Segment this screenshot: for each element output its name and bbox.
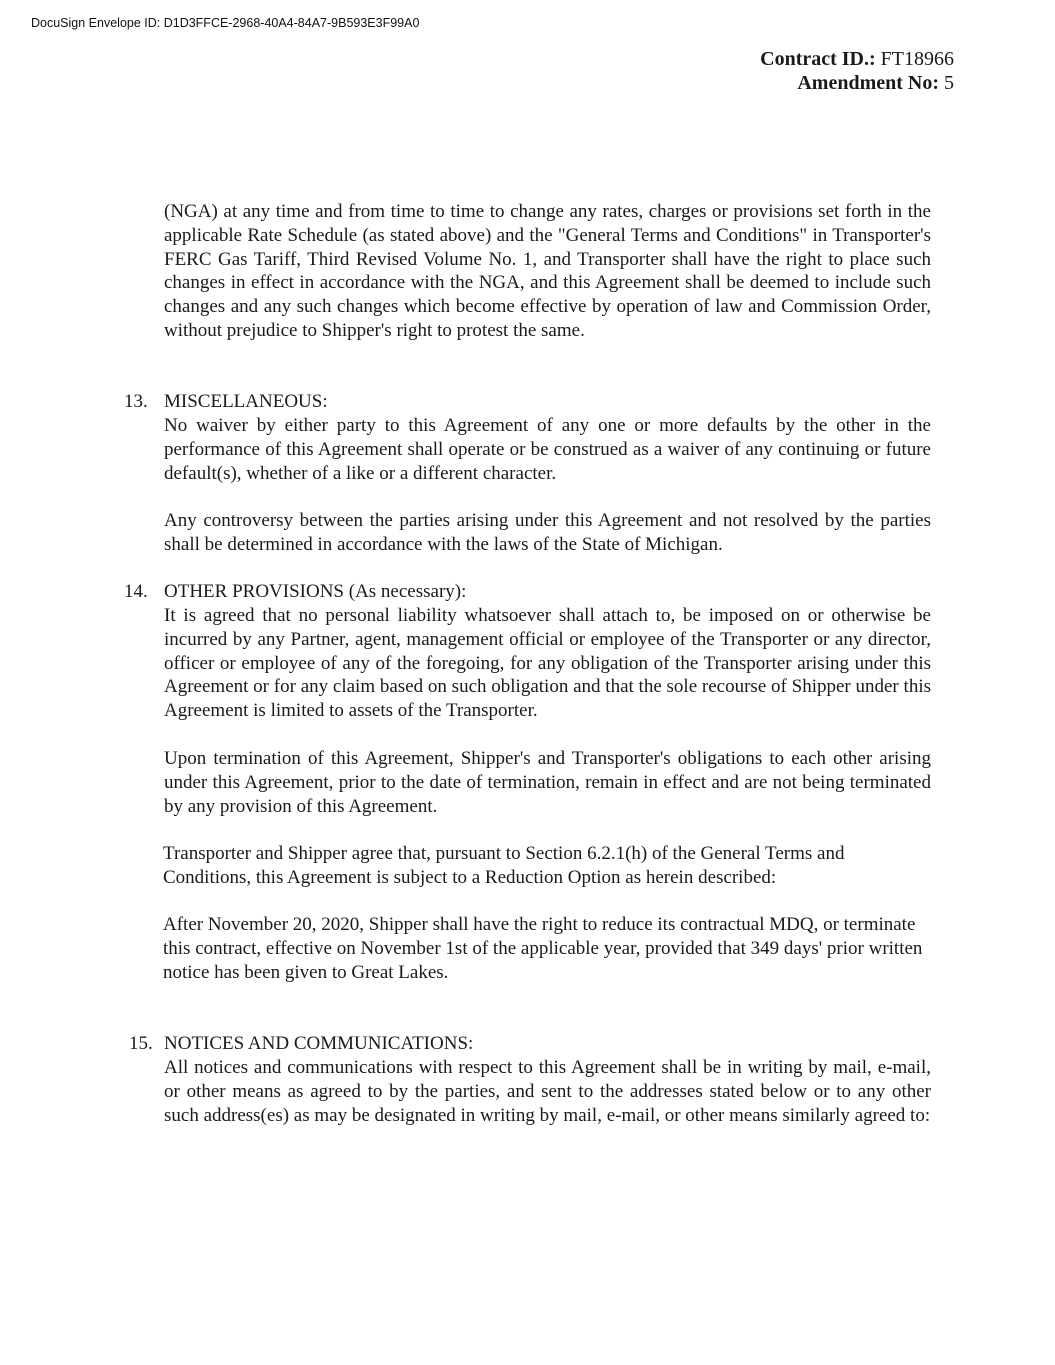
section-14-paragraph-2: Upon termination of this Agreement, Shipper's and Transporter's obligations to each other arising under this Agreement, prior to the date of termination, remain in effect and are not being terminated by any provision of this Agreement. (164, 748, 931, 817)
section-14-title: OTHER PROVISIONS (As necessary): (164, 581, 467, 602)
section-15-title: NOTICES AND COMMUNICATIONS: (164, 1033, 474, 1054)
amendment-label: Amendment No: (797, 72, 939, 94)
contract-id-label: Contract ID.: (760, 48, 876, 70)
section-15-number: 15. (129, 1033, 153, 1054)
contract-header (760, 47, 954, 95)
contract-id-line (760, 47, 954, 71)
section-13-title: MISCELLANEOUS: (164, 391, 328, 412)
section-13-number: 13. (124, 391, 148, 412)
section-13-paragraph-1: No waiver by either party to this Agreement of any one or more defaults by the other in the performance of this Agreement shall operate or be construed as a waiver of any continuing or future default(s), whether of a like or a different character. (164, 415, 931, 484)
section-14-paragraph-4: After November 20, 2020, Shipper shall have the right to reduce its contractual MDQ, or terminate this contract, effective on November 1st of the applicable year, provided that 349 days' prior written notice has been given to Great Lakes. (163, 914, 923, 983)
continuation-paragraph: (NGA) at any time and from time to time to change any rates, charges or provisions set forth in the applicable Rate Schedule (as stated above) and the "General Terms and Conditions" in Transporter's FERC Gas Tariff, Third Revised Volume No. 1, and Transporter shall have the right to place such changes in effect in accordance with the NGA, and this Agreement shall be deemed to include such changes and any such changes which become effective by operation of law and Commission Order, without prejudice to Shipper's right to protest the same. (164, 201, 931, 341)
section-14-paragraph-3: Transporter and Shipper agree that, pursuant to Section 6.2.1(h) of the General Terms and Conditions, this Agreement is subject to a Reduction Option as herein described: (163, 843, 845, 888)
section-13-paragraph-2: Any controversy between the parties arising under this Agreement and not resolved by the parties shall be determined in accordance with the laws of the State of Michigan. (164, 510, 931, 555)
amendment-value: 5 (944, 72, 954, 94)
docusign-envelope-id: DocuSign Envelope ID: D1D3FFCE-2968-40A4-84A7-9B593E3F99A0 (31, 16, 420, 30)
section-14-number: 14. (124, 581, 148, 602)
section-14-paragraph-1: It is agreed that no personal liability whatsoever shall attach to, be imposed on or otherwise be incurred by any Partner, agent, management official or employee of the Transporter or any director, officer or employee of any of the foregoing, for any obligation of the Transporter arising under this Agreement or for any claim based on such obligation and that the sole recourse of Shipper under this Agreement is limited to assets of the Transporter. (164, 605, 931, 722)
section-15-paragraph-1: All notices and communications with respect to this Agreement shall be in writing by mail, e-mail, or other means as agreed to by the parties, and sent to the addresses stated below or to any other such address(es) as may be designated in writing by mail, e-mail, or other means similarly agreed to: (164, 1057, 931, 1126)
contract-id-value: FT18966 (880, 48, 954, 70)
amendment-line (760, 71, 954, 95)
